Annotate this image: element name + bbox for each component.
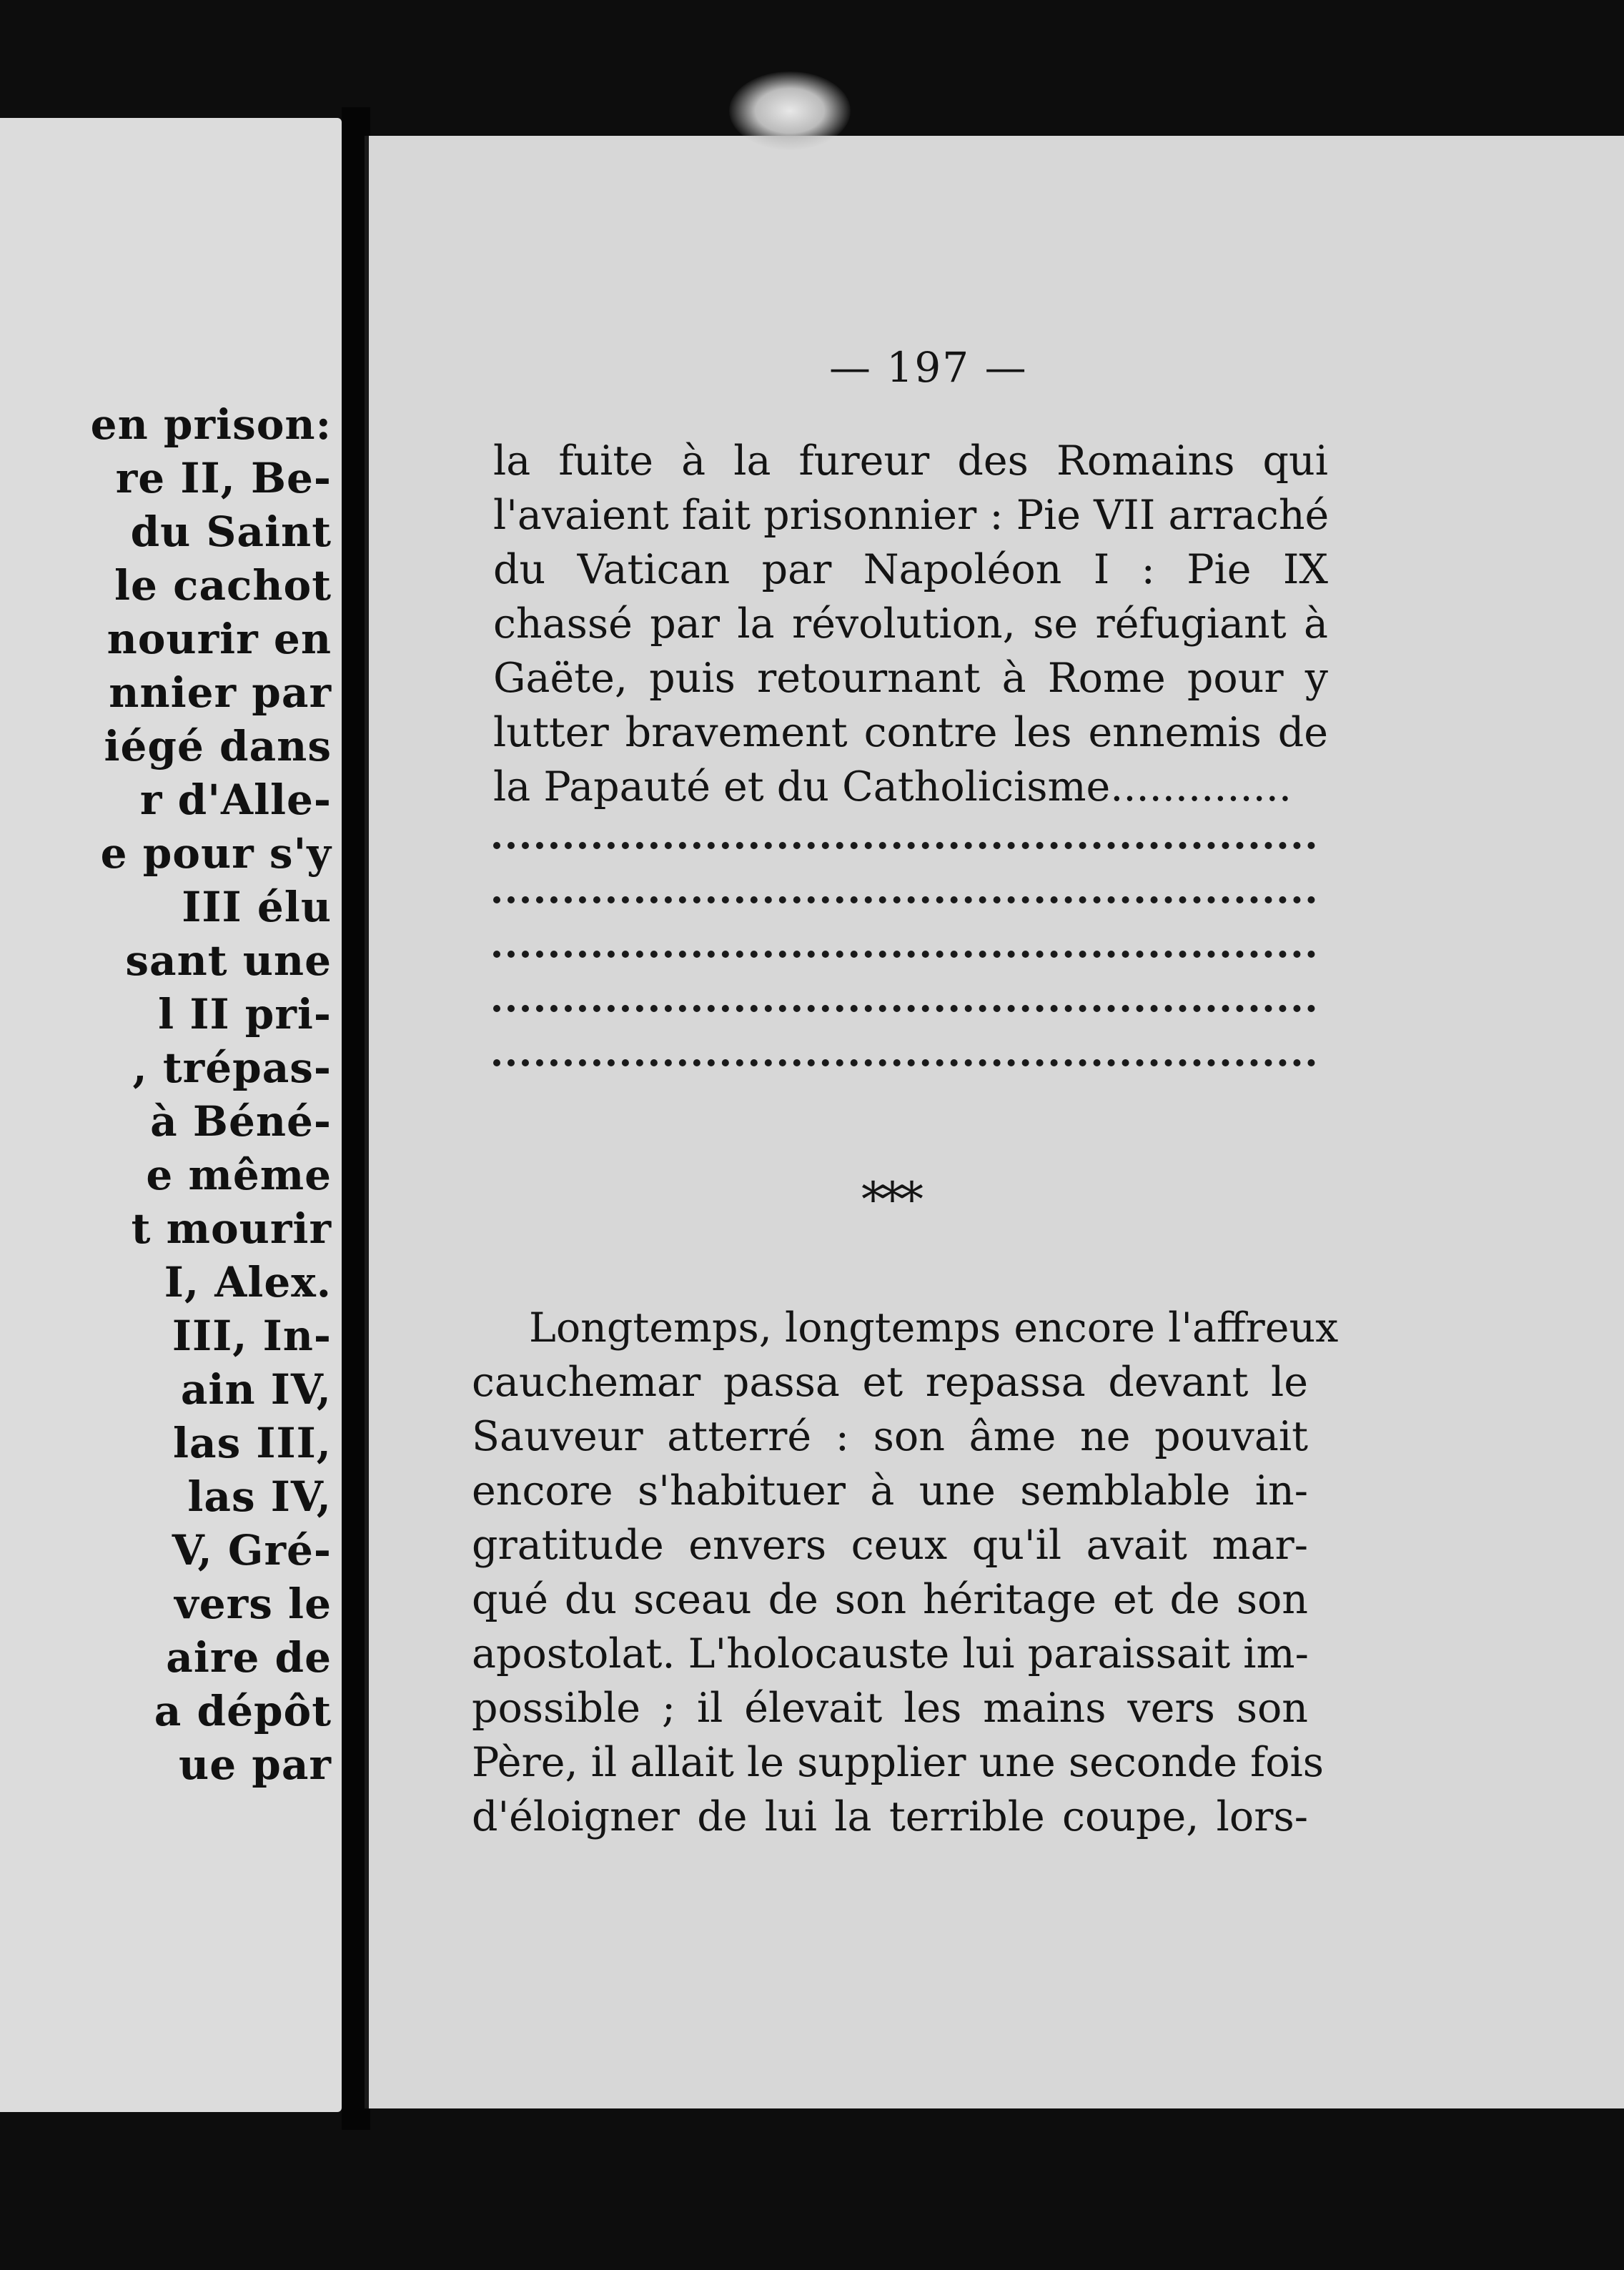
text-line: qué du sceau de son héritage et de son bbox=[472, 1576, 1308, 1623]
left-line: vers le bbox=[174, 1580, 332, 1628]
left-line: a dépôt bbox=[154, 1687, 332, 1735]
text-line: d'éloigner de lui la terrible coupe, lors- bbox=[472, 1793, 1308, 1840]
section-separator: *** bbox=[861, 1172, 919, 1227]
left-line: e pour s'y bbox=[100, 829, 332, 878]
text-line: possible ; il élevait les mains vers son bbox=[472, 1685, 1308, 1732]
left-line: l II pri- bbox=[158, 990, 332, 1039]
left-line: re II, Be- bbox=[115, 454, 332, 502]
left-line: , trépas- bbox=[132, 1044, 332, 1092]
page-number: — 197 — bbox=[829, 343, 1028, 392]
left-line: V, Gré- bbox=[172, 1526, 332, 1575]
left-line: e même bbox=[146, 1151, 332, 1199]
text-line: du Vatican par Napoléon I : Pie IX bbox=[493, 546, 1328, 593]
left-line: du Saint bbox=[130, 507, 332, 556]
left-line: nnier par bbox=[109, 668, 332, 717]
left-line: III élu bbox=[182, 883, 332, 931]
text-line: chassé par la révolution, se réfugiant à bbox=[493, 600, 1328, 648]
text-line: l'avaient fait prisonnier : Pie VII arraché bbox=[493, 492, 1330, 539]
left-line: las III, bbox=[172, 1419, 332, 1467]
left-line: I, Alex. bbox=[164, 1258, 332, 1307]
text-line: cauchemar passa et repassa devant le bbox=[472, 1359, 1308, 1406]
left-line: le cachot bbox=[114, 561, 332, 610]
text-line: lutter bravement contre les ennemis de bbox=[493, 709, 1328, 756]
text-line: encore s'habituer à une semblable in- bbox=[472, 1467, 1308, 1515]
left-line: las IV, bbox=[187, 1472, 332, 1521]
left-line: ue par bbox=[179, 1740, 332, 1789]
left-line: en prison: bbox=[90, 400, 332, 449]
paper-damage-spot bbox=[729, 71, 851, 150]
left-page bbox=[0, 118, 342, 2112]
left-line: t mourir bbox=[131, 1204, 332, 1253]
text-line: Père, il allait le supplier une seconde fois bbox=[472, 1739, 1325, 1786]
left-line: à Béné- bbox=[150, 1097, 332, 1146]
dotted-line bbox=[493, 1005, 1315, 1019]
left-line: r d'Alle- bbox=[139, 775, 332, 824]
text-line: Gaëte, puis retournant à Rome pour y bbox=[493, 655, 1328, 702]
text-line: Longtemps, longtemps encore l'affreux bbox=[529, 1304, 1339, 1352]
text-line: gratitude envers ceux qu'il avait mar- bbox=[472, 1522, 1308, 1569]
left-line: iégé dans bbox=[104, 722, 332, 770]
dotted-line bbox=[493, 1059, 1315, 1074]
dotted-line bbox=[493, 842, 1315, 856]
text-line: la fuite à la fureur des Romains qui bbox=[493, 437, 1328, 485]
left-line: sant une bbox=[125, 936, 332, 985]
left-line: ain IV, bbox=[180, 1365, 332, 1414]
text-line: Sauveur atterré : son âme ne pouvait bbox=[472, 1413, 1308, 1460]
left-line: III, In- bbox=[172, 1312, 332, 1360]
left-line: aire de bbox=[166, 1633, 332, 1682]
dotted-line bbox=[493, 951, 1315, 965]
text-line: apostolat. L'holocauste lui paraissait im- bbox=[472, 1630, 1309, 1677]
left-line: nourir en bbox=[107, 615, 332, 663]
text-line: la Papauté et du Catholicisme.............. bbox=[493, 763, 1292, 811]
dotted-line bbox=[493, 896, 1315, 911]
